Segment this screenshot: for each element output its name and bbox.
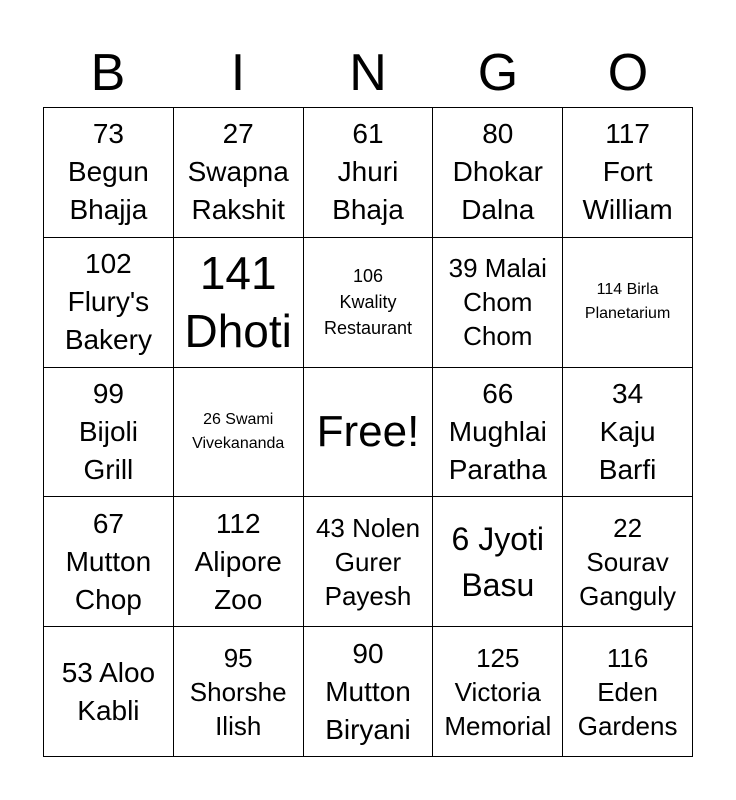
bingo-cell[interactable] [563,368,693,498]
bingo-cell[interactable] [174,238,304,368]
header-letter-b: B [90,44,126,102]
cell-text: 53 Aloo Kabli [61,656,156,726]
bingo-cell[interactable] [433,368,563,498]
cell-text: 39 Malai Chom Chom [448,253,547,352]
bingo-cell[interactable] [433,627,563,757]
cell-text: 95 Shorshe Ilish [189,642,287,741]
bingo-cell[interactable] [44,497,174,627]
cell-text: 90 Mutton Biryani [325,637,411,745]
cell-text: 99 Bijoli Grill [78,377,138,485]
cell-text: 102 Flury's Bakery [64,248,152,356]
cell-text: 125 Victoria Memorial [444,642,552,741]
bingo-header [43,40,693,106]
cell-text: 66 Mughlai Paratha [448,377,547,485]
header-letter-g: G [477,44,519,102]
cell-text: 112 Alipore Zoo [194,507,282,615]
bingo-cell[interactable] [433,497,563,627]
bingo-grid [43,107,693,757]
bingo-cell[interactable] [304,108,434,238]
bingo-cell[interactable] [304,627,434,757]
header-letter-i: I [230,44,246,102]
bingo-cell[interactable] [174,368,304,498]
free-space[interactable] [304,368,434,498]
cell-text: 27 Swapna Rakshit [187,118,289,226]
cell-text: 43 Nolen Gurer Payesh [315,512,421,611]
cell-text: 6 Jyoti Basu [451,520,545,603]
bingo-cell[interactable] [174,497,304,627]
cell-text: 114 Birla Planetarium [584,281,671,323]
cell-text: 22 Sourav Ganguly [579,512,677,611]
free-space-label: Free! [316,406,420,456]
cell-text: 34 Kaju Barfi [598,377,657,485]
cell-text: 116 Eden Gardens [577,642,678,741]
bingo-cell[interactable] [44,627,174,757]
cell-text: 67 Mutton Chop [65,507,152,615]
cell-text: 73 Begun Bhajja [67,118,149,226]
bingo-cell[interactable] [174,627,304,757]
header-letter-o: O [607,44,649,102]
bingo-cell[interactable] [563,108,693,238]
bingo-cell[interactable] [563,497,693,627]
bingo-cell[interactable] [304,497,434,627]
cell-text: 106 Kwality Restaurant [323,266,413,339]
bingo-cell[interactable] [563,238,693,368]
bingo-cell[interactable] [44,368,174,498]
bingo-cell[interactable] [44,108,174,238]
bingo-cell[interactable] [174,108,304,238]
cell-text: 141 Dhoti [184,247,292,358]
cell-text: 117 Fort William [582,118,673,226]
bingo-cell[interactable] [433,238,563,368]
bingo-cell[interactable] [433,108,563,238]
cell-text: 80 Dhokar Dalna [452,118,543,226]
cell-text: 26 Swami Vivekananda [192,410,285,452]
cell-text: 61 Jhuri Bhaja [332,118,404,226]
bingo-cell[interactable] [563,627,693,757]
header-letter-n: N [349,44,387,102]
bingo-cell[interactable] [44,238,174,368]
bingo-cell[interactable] [304,238,434,368]
